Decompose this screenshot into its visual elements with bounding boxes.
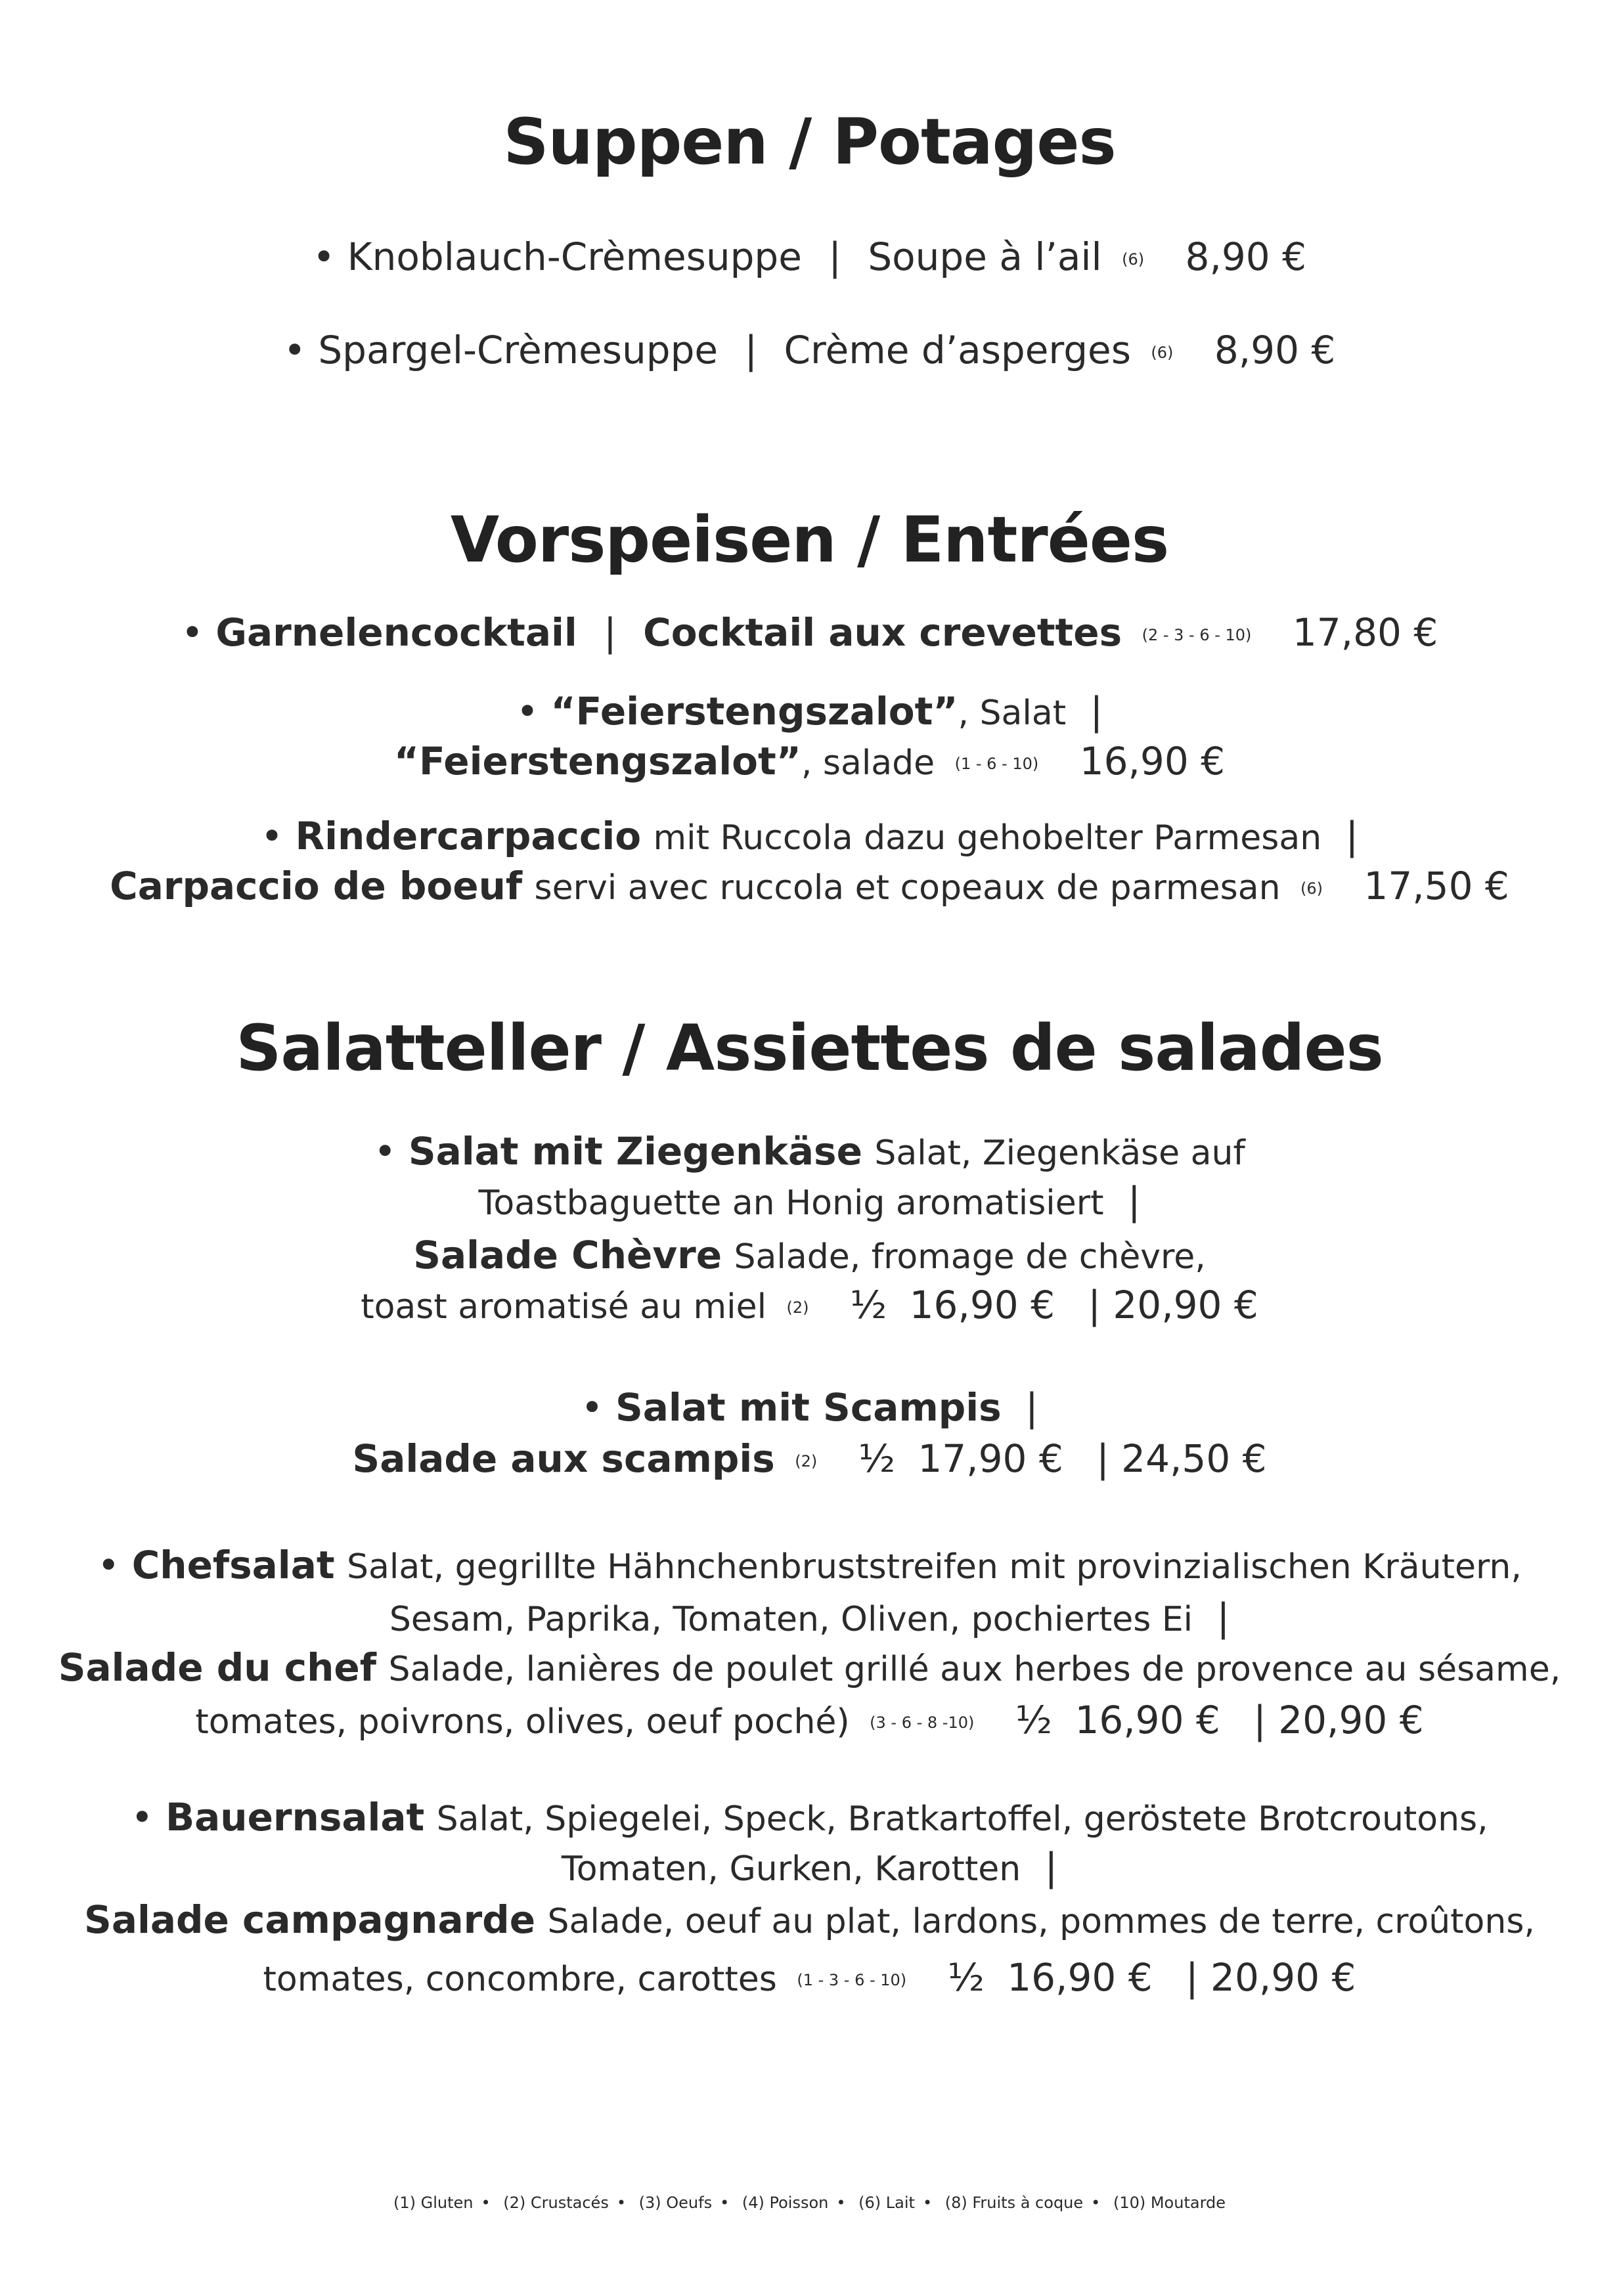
menu-item-chef-salad-de-2: [0, 1597, 1619, 1639]
separator: |: [1127, 1179, 1141, 1224]
allergen-codes: (1 - 6 - 10): [954, 754, 1039, 773]
bullet: •: [283, 328, 306, 372]
item-description-fr: , salade: [801, 743, 935, 783]
legend-item: (4) Poisson: [742, 2194, 829, 2212]
item-description-de: Tomaten, Gurken, Karotten: [561, 1849, 1021, 1889]
allergen-legend: [0, 2194, 1619, 2212]
menu-item-carpaccio-de: [0, 816, 1619, 858]
item-name-de: Bauernsalat: [165, 1795, 425, 1840]
menu-item-feierstengszalot-fr: [0, 741, 1619, 783]
legend-item: (8) Fruits à coque: [944, 2194, 1084, 2212]
legend-dot: •: [1091, 2194, 1101, 2212]
menu-item-shrimp-cocktail: [0, 612, 1619, 654]
allergen-codes: (2): [795, 1451, 818, 1470]
menu-item-goat-cheese-salad-fr-2: [0, 1285, 1619, 1327]
legend-item: (3) Oeufs: [638, 2194, 713, 2212]
item-name-fr: Soupe à l’ail: [868, 234, 1102, 279]
legend-dot: •: [922, 2194, 933, 2212]
separator: |: [1090, 689, 1103, 734]
price: 17,50 €: [1364, 864, 1509, 908]
item-name-de: Spargel-Crèmesuppe: [318, 328, 719, 372]
item-name-de: Salat mit Scampis: [615, 1385, 1002, 1430]
item-description-de: Toastbaguette an Honig aromatisiert: [478, 1183, 1104, 1223]
bullet: •: [260, 814, 284, 858]
price-half: 16,90 €: [1007, 1955, 1153, 2000]
half-portion-symbol: ½: [947, 1955, 985, 2000]
item-description-fr: Salade, fromage de chèvre,: [734, 1237, 1206, 1277]
menu-item-chef-salad-fr-1: [0, 1647, 1619, 1689]
legend-dot: •: [836, 2194, 846, 2212]
price-full: | 20,90 €: [1088, 1283, 1258, 1327]
menu-item-goat-cheese-salad-de-2: [0, 1181, 1619, 1223]
item-name-fr: Cocktail aux crevettes: [643, 610, 1122, 655]
item-description-de: Salat, Spiegelei, Speck, Bratkartoffel, geröstete Brotcroutons,: [436, 1799, 1488, 1839]
half-portion-symbol: ½: [849, 1283, 887, 1327]
menu-item-chef-salad-de-1: [0, 1545, 1619, 1587]
menu-item-farmer-salad-de-2: [0, 1847, 1619, 1889]
menu-item-farmer-salad-de-1: [0, 1797, 1619, 1839]
allergen-codes: (6): [1122, 250, 1145, 269]
bullet: •: [131, 1795, 154, 1840]
item-description-de: mit Ruccola dazu gehobelter Parmesan: [653, 818, 1322, 858]
allergen-codes: (2): [786, 1298, 809, 1317]
item-name-fr: Crème d’asperges: [784, 328, 1131, 372]
item-name-de: Rindercarpaccio: [295, 814, 642, 858]
price-full: | 20,90 €: [1186, 1955, 1356, 2000]
menu-item-goat-cheese-salad-de-1: [0, 1131, 1619, 1173]
price-half: 16,90 €: [909, 1283, 1055, 1327]
item-name-fr: “Feierstengszalot”: [393, 739, 801, 784]
item-description-fr: tomates, poivrons, olives, oeuf poché): [195, 1702, 850, 1742]
item-name-fr: Salade campagnarde: [84, 1897, 536, 1942]
price: 8,90 €: [1214, 328, 1336, 372]
allergen-codes: (6): [1300, 879, 1323, 898]
item-name-de: Knoblauch-Crèmesuppe: [347, 234, 802, 279]
item-description-de: Salat, Ziegenkäse auf: [874, 1134, 1245, 1173]
item-description-fr: Salade, lanières de poulet grillé aux herbes de provence au sésame,: [388, 1650, 1561, 1689]
bullet: •: [581, 1385, 604, 1430]
price-full: | 24,50 €: [1096, 1436, 1267, 1481]
legend-dot: •: [616, 2194, 626, 2212]
legend-item: (1) Gluten: [393, 2194, 474, 2212]
menu-item-farmer-salad-fr-2: [0, 1957, 1619, 1999]
item-name-fr: Salade du chef: [58, 1645, 376, 1690]
item-name-fr: Carpaccio de boeuf: [110, 864, 523, 908]
legend-item: (2) Crustacés: [503, 2194, 609, 2212]
separator: |: [1044, 1845, 1058, 1889]
item-description-de: Salat, gegrillte Hähnchenbruststreifen mit provinzialischen Kräutern,: [347, 1547, 1522, 1587]
section-title-salads: Salatteller / Assiettes de salades: [236, 1011, 1383, 1085]
item-description-fr: tomates, concombre, carottes: [263, 1960, 777, 1999]
item-description-de: , Salat: [958, 694, 1067, 733]
menu-item-chef-salad-fr-2: [0, 1700, 1619, 1742]
item-name-de: Garnelencocktail: [215, 610, 577, 655]
allergen-codes: (2 - 3 - 6 - 10): [1142, 625, 1252, 644]
section-title-soups: Suppen / Potages: [503, 105, 1116, 179]
allergen-codes: (1 - 3 - 6 - 10): [797, 1970, 907, 1989]
price-half: 17,90 €: [918, 1436, 1063, 1481]
price: 16,90 €: [1079, 739, 1226, 784]
item-name-fr: Salade Chèvre: [413, 1233, 722, 1277]
item-name-de: Chefsalat: [131, 1543, 335, 1587]
item-description-fr: Salade, oeuf au plat, lardons, pommes de terre, croûtons,: [547, 1902, 1535, 1941]
menu-item-scampi-salad-fr: [0, 1438, 1619, 1480]
item-description-de: Sesam, Paprika, Tomaten, Oliven, pochiertes Ei: [389, 1600, 1193, 1639]
menu-item-asparagus-soup: [0, 330, 1619, 372]
item-name-de: “Feierstengszalot”: [550, 689, 958, 734]
legend-dot: •: [720, 2194, 730, 2212]
separator: |: [744, 328, 758, 372]
section-title-starters: Vorspeisen / Entrées: [450, 503, 1169, 577]
item-name-fr: Salade aux scampis: [352, 1436, 775, 1481]
item-name-de: Salat mit Ziegenkäse: [408, 1129, 862, 1174]
allergen-codes: (3 - 6 - 8 -10): [870, 1713, 975, 1732]
separator: |: [604, 610, 617, 655]
separator: |: [828, 234, 841, 279]
menu-item-farmer-salad-fr-1: [0, 1899, 1619, 1941]
separator: |: [1025, 1385, 1038, 1430]
menu-item-carpaccio-fr: [0, 866, 1619, 908]
bullet: •: [516, 689, 539, 734]
menu-item-goat-cheese-salad-fr-1: [0, 1235, 1619, 1277]
legend-dot: •: [481, 2194, 491, 2212]
bullet: •: [181, 610, 204, 655]
separator: |: [1345, 814, 1359, 858]
legend-item: (6) Lait: [858, 2194, 915, 2212]
menu-item-scampi-salad-de: [0, 1387, 1619, 1429]
legend-item: (10) Moutarde: [1113, 2194, 1226, 2212]
half-portion-symbol: ½: [858, 1436, 895, 1481]
price: 17,80 €: [1292, 610, 1438, 655]
separator: |: [1216, 1595, 1230, 1640]
allergen-codes: (6): [1151, 343, 1174, 362]
price: 8,90 €: [1185, 234, 1307, 279]
menu-item-garlic-soup: [0, 236, 1619, 278]
bullet: •: [97, 1543, 120, 1587]
price-half: 16,90 €: [1075, 1698, 1220, 1742]
item-description-fr: servi avec ruccola et copeaux de parmesan: [534, 868, 1281, 908]
item-description-fr: toast aromatisé au miel: [361, 1287, 767, 1327]
menu-item-feierstengszalot-de: [0, 691, 1619, 733]
bullet: •: [312, 234, 336, 279]
price-full: | 20,90 €: [1253, 1698, 1424, 1742]
half-portion-symbol: ½: [1015, 1698, 1052, 1742]
bullet: •: [374, 1129, 397, 1174]
